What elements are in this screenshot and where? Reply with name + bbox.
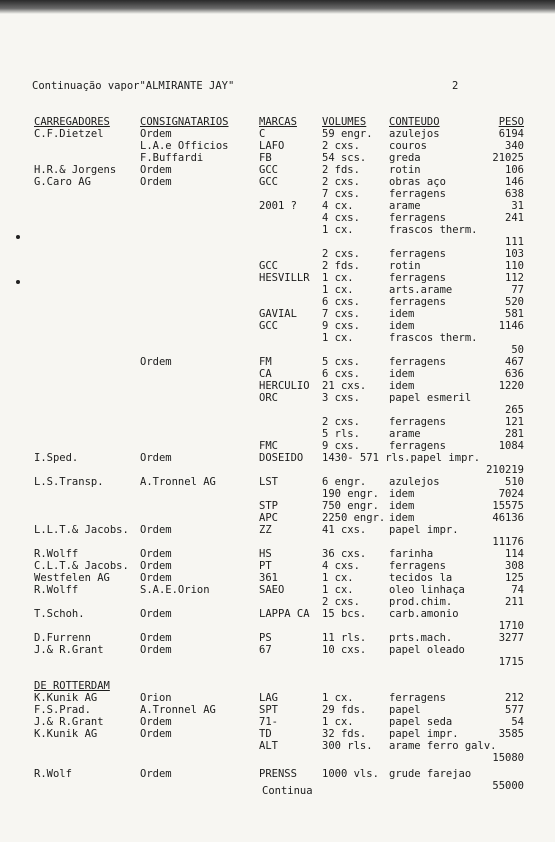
cell-volumes: 6 engr. xyxy=(322,476,367,488)
cell-marks: ORC xyxy=(259,392,278,404)
table-header xyxy=(0,116,555,128)
cell-contents: idem xyxy=(389,380,415,392)
cell-weight: 467 xyxy=(505,356,524,368)
table-row xyxy=(0,380,555,392)
header-contents: CONTEUDO xyxy=(389,116,440,128)
cell-consignee: Ordem xyxy=(140,548,172,560)
cell-volumes: 41 cxs. xyxy=(322,524,367,536)
cell-contents: rotin xyxy=(389,260,421,272)
table-row xyxy=(0,332,555,344)
cell-weight: 520 xyxy=(505,296,524,308)
table-row xyxy=(0,632,555,644)
cell-marks: GCC xyxy=(259,164,278,176)
cell-weight: 21025 xyxy=(492,152,524,164)
cell-contents: ferragens xyxy=(389,188,446,200)
table-row xyxy=(0,368,555,380)
cell-contents: papel impr. xyxy=(389,524,459,536)
cell-consignee: Ordem xyxy=(140,608,172,620)
cell-contents: ferragens xyxy=(389,356,446,368)
table-row xyxy=(0,440,555,452)
cell-marks: LAG xyxy=(259,692,278,704)
table-row xyxy=(0,140,555,152)
cell-weight: 211 xyxy=(505,596,524,608)
cell-volumes: 190 engr. xyxy=(322,488,379,500)
cell-weight: 308 xyxy=(505,560,524,572)
cell-weight: 1710 xyxy=(498,620,524,632)
cell-marks: LST xyxy=(259,476,278,488)
table-row xyxy=(0,404,555,416)
table-row xyxy=(0,560,555,572)
cell-consignee: S.A.E.Orion xyxy=(140,584,210,596)
cell-consignee: Ordem xyxy=(140,128,172,140)
table-row xyxy=(0,308,555,320)
cell-marks: CA xyxy=(259,368,272,380)
cell-marks: GCC xyxy=(259,320,278,332)
table-row xyxy=(0,320,555,332)
cell-contents: greda xyxy=(389,152,421,164)
table-row xyxy=(0,428,555,440)
cell-shipper: J.& R.Grant xyxy=(34,716,104,728)
cell-volumes: 1 cx. xyxy=(322,692,354,704)
cell-weight: 6194 xyxy=(498,128,524,140)
cell-contents: papel oleado xyxy=(389,644,465,656)
cell-marks: PS xyxy=(259,632,272,644)
table-row xyxy=(0,188,555,200)
cell-weight: 281 xyxy=(505,428,524,440)
cell-marks: HS xyxy=(259,548,272,560)
cell-marks: GCC xyxy=(259,176,278,188)
cell-contents: idem xyxy=(389,368,415,380)
cell-consignee: Ordem xyxy=(140,728,172,740)
table-row xyxy=(0,656,555,668)
cell-consignee: Ordem xyxy=(140,632,172,644)
cell-contents: oleo linhaça xyxy=(389,584,465,596)
table-row xyxy=(0,260,555,272)
cell-consignee: Ordem xyxy=(140,452,172,464)
cell-contents: papel seda xyxy=(389,716,453,728)
cell-marks: 67 xyxy=(259,644,272,656)
cell-weight: 54 xyxy=(511,716,524,728)
cell-volumes: 1 cx. xyxy=(322,584,354,596)
cell-weight: 46136 xyxy=(492,512,524,524)
cell-marks: APC xyxy=(259,512,278,524)
table-row xyxy=(0,176,555,188)
header-volumes: VOLUMES xyxy=(322,116,367,128)
cell-contents: azulejos xyxy=(389,476,440,488)
cell-weight: 265 xyxy=(505,404,524,416)
table-row xyxy=(0,768,555,780)
cell-weight: 111 xyxy=(505,236,524,248)
cell-contents: ferragens xyxy=(389,272,446,284)
cell-volumes: 4 cx. xyxy=(322,200,354,212)
cell-consignee: Ordem xyxy=(140,524,172,536)
cell-consignee: Ordem xyxy=(140,768,172,780)
table-row xyxy=(0,248,555,260)
table-row xyxy=(0,620,555,632)
cell-volumes: 2 fds. xyxy=(322,164,360,176)
table-row xyxy=(0,296,555,308)
cell-marks: FMC xyxy=(259,440,278,452)
cell-contents: papel xyxy=(389,704,421,716)
cell-weight: 114 xyxy=(505,548,524,560)
cell-weight: 636 xyxy=(505,368,524,380)
cell-weight: 125 xyxy=(505,572,524,584)
cell-volumes: 5 cxs. xyxy=(322,356,360,368)
cell-shipper: F.S.Prad. xyxy=(34,704,91,716)
table-row xyxy=(0,536,555,548)
cell-contents: rotin xyxy=(389,164,421,176)
table-row xyxy=(0,596,555,608)
table-row xyxy=(0,200,555,212)
cell-volumes: 2 cxs. xyxy=(322,416,360,428)
cell-volumes: 1 cx. xyxy=(322,224,354,236)
cell-marks: ALT xyxy=(259,740,278,752)
cell-consignee: A.Tronnel AG xyxy=(140,476,216,488)
cell-contents: grude farejao xyxy=(389,768,472,780)
cell-marks: TD xyxy=(259,728,272,740)
cell-volumes: 36 cxs. xyxy=(322,548,367,560)
cell-contents: prod.chim. xyxy=(389,596,453,608)
cell-contents: idem xyxy=(389,308,415,320)
cell-volumes: 11 rls. xyxy=(322,632,367,644)
cell-weight: 340 xyxy=(505,140,524,152)
cell-marks: ZZ xyxy=(259,524,272,536)
cell-contents: arame ferro galv. xyxy=(389,740,497,752)
cell-shipper: C.L.T.& Jacobs. xyxy=(34,560,129,572)
cell-consignee: Ordem xyxy=(140,572,172,584)
table-row xyxy=(0,344,555,356)
cell-marks: GCC xyxy=(259,260,278,272)
cell-volumes: 5 rls. xyxy=(322,428,360,440)
table-row xyxy=(0,740,555,752)
cell-contents: couros xyxy=(389,140,427,152)
cell-weight: 210219 xyxy=(486,464,524,476)
table-row xyxy=(0,272,555,284)
table-row xyxy=(0,548,555,560)
cell-contents: frascos therm. xyxy=(389,224,478,236)
cell-weight: 77 xyxy=(511,284,524,296)
cell-weight: 1220 xyxy=(498,380,524,392)
cell-volumes: 4 cxs. xyxy=(322,212,360,224)
cell-volumes: 2 cxs. xyxy=(322,140,360,152)
cell-marks: DOSEIDO xyxy=(259,452,304,464)
cell-marks: SAEO xyxy=(259,584,285,596)
table-row xyxy=(0,128,555,140)
cell-shipper: DE ROTTERDAM xyxy=(34,680,110,692)
cell-volumes: 59 engr. xyxy=(322,128,373,140)
cell-volumes: 2 cxs. xyxy=(322,596,360,608)
cell-consignee: F.Buffardi xyxy=(140,152,204,164)
table-row xyxy=(0,464,555,476)
cell-volumes: 1000 vls. xyxy=(322,768,379,780)
cell-weight: 110 xyxy=(505,260,524,272)
cell-weight: 212 xyxy=(505,692,524,704)
cell-shipper: C.F.Dietzel xyxy=(34,128,104,140)
cell-consignee: Ordem xyxy=(140,716,172,728)
table-row xyxy=(0,524,555,536)
page-top-edge xyxy=(0,0,555,14)
table-row xyxy=(0,152,555,164)
table-row xyxy=(0,488,555,500)
cell-contents: papel impr. xyxy=(389,728,459,740)
header-weight: PESO xyxy=(498,116,524,128)
cell-contents: papel esmeril xyxy=(389,392,472,404)
cell-volumes: 1430- 571 rls.papel impr. xyxy=(322,452,481,464)
table-row xyxy=(0,584,555,596)
cell-contents: ferragens xyxy=(389,440,446,452)
cell-marks: HESVILLR xyxy=(259,272,310,284)
cell-weight: 55000 xyxy=(492,780,524,792)
cell-contents: ferragens xyxy=(389,296,446,308)
cell-shipper: D.Furrenn xyxy=(34,632,91,644)
cell-shipper: R.Wolff xyxy=(34,584,79,596)
cell-marks: 2001 ? xyxy=(259,200,297,212)
cell-consignee: Ordem xyxy=(140,560,172,572)
cell-weight: 11176 xyxy=(492,536,524,548)
cell-volumes: 2 fds. xyxy=(322,260,360,272)
table-row xyxy=(0,608,555,620)
table-row xyxy=(0,500,555,512)
cell-weight: 15080 xyxy=(492,752,524,764)
cell-shipper: Westfelen AG xyxy=(34,572,110,584)
cell-shipper: R.Wolff xyxy=(34,548,79,560)
cell-consignee: Ordem xyxy=(140,176,172,188)
cell-marks: STP xyxy=(259,500,278,512)
table-row xyxy=(0,680,555,692)
cell-shipper: L.S.Transp. xyxy=(34,476,104,488)
cell-consignee: Ordem xyxy=(140,644,172,656)
cell-volumes: 32 fds. xyxy=(322,728,367,740)
cell-volumes: 10 cxs. xyxy=(322,644,367,656)
table-row xyxy=(0,392,555,404)
cell-volumes: 1 cx. xyxy=(322,272,354,284)
cell-marks: 361 xyxy=(259,572,278,584)
cell-marks: HERCULIO xyxy=(259,380,310,392)
cell-contents: ferragens xyxy=(389,692,446,704)
table-row xyxy=(0,572,555,584)
table-row xyxy=(0,164,555,176)
cell-contents: idem xyxy=(389,512,415,524)
cell-volumes: 2 cxs. xyxy=(322,176,360,188)
table-row xyxy=(0,476,555,488)
cell-shipper: T.Schoh. xyxy=(34,608,85,620)
cell-contents: idem xyxy=(389,488,415,500)
cell-contents: ferragens xyxy=(389,416,446,428)
cell-weight: 50 xyxy=(511,344,524,356)
cell-weight: 1084 xyxy=(498,440,524,452)
cell-marks: SPT xyxy=(259,704,278,716)
table-row xyxy=(0,416,555,428)
cell-shipper: H.R.& Jorgens xyxy=(34,164,117,176)
cell-weight: 1715 xyxy=(498,656,524,668)
cell-volumes: 6 cxs. xyxy=(322,368,360,380)
header-marks: MARCAS xyxy=(259,116,297,128)
table-row xyxy=(0,692,555,704)
cell-shipper: G.Caro AG xyxy=(34,176,91,188)
cell-consignee: Ordem xyxy=(140,164,172,176)
cell-volumes: 750 engr. xyxy=(322,500,379,512)
table-row xyxy=(0,512,555,524)
cell-volumes: 2250 engr. xyxy=(322,512,386,524)
cell-volumes: 3 cxs. xyxy=(322,392,360,404)
cell-contents: carb.amonio xyxy=(389,608,459,620)
cell-marks: LAFO xyxy=(259,140,285,152)
cell-volumes: 7 cxs. xyxy=(322,308,360,320)
cell-marks: LAPPA CA xyxy=(259,608,310,620)
table-row xyxy=(0,452,555,464)
table-row xyxy=(0,224,555,236)
header-shipper: CARREGADORES xyxy=(34,116,110,128)
cell-contents: azulejos xyxy=(389,128,440,140)
cell-weight: 103 xyxy=(505,248,524,260)
cell-contents: arts.arame xyxy=(389,284,453,296)
cell-contents: farinha xyxy=(389,548,434,560)
cell-volumes: 4 cxs. xyxy=(322,560,360,572)
cell-marks: FM xyxy=(259,356,272,368)
cell-marks: GAVIAL xyxy=(259,308,297,320)
cell-contents: idem xyxy=(389,320,415,332)
cell-volumes: 29 fds. xyxy=(322,704,367,716)
cell-consignee: Ordem xyxy=(140,356,172,368)
continued-note: Continua xyxy=(262,785,313,797)
cell-shipper: R.Wolf xyxy=(34,768,72,780)
cell-contents: ferragens xyxy=(389,212,446,224)
cell-volumes: 9 cxs. xyxy=(322,320,360,332)
table-row xyxy=(0,236,555,248)
header-consignee: CONSIGNATARIOS xyxy=(140,116,229,128)
cell-weight: 510 xyxy=(505,476,524,488)
cell-volumes: 15 bcs. xyxy=(322,608,367,620)
cell-volumes: 9 cxs. xyxy=(322,440,360,452)
cell-contents: idem xyxy=(389,500,415,512)
cell-contents: obras aço xyxy=(389,176,446,188)
cell-weight: 146 xyxy=(505,176,524,188)
cell-marks: PRENSS xyxy=(259,768,297,780)
cell-volumes: 1 cx. xyxy=(322,332,354,344)
cell-volumes: 1 cx. xyxy=(322,572,354,584)
cell-weight: 7024 xyxy=(498,488,524,500)
cell-marks: FB xyxy=(259,152,272,164)
cell-contents: arame xyxy=(389,200,421,212)
cell-volumes: 7 cxs. xyxy=(322,188,360,200)
cell-volumes: 21 cxs. xyxy=(322,380,367,392)
cell-marks: 71- xyxy=(259,716,278,728)
cell-weight: 581 xyxy=(505,308,524,320)
cell-weight: 3277 xyxy=(498,632,524,644)
table-row xyxy=(0,752,555,764)
cell-shipper: J.& R.Grant xyxy=(34,644,104,656)
cell-weight: 15575 xyxy=(492,500,524,512)
cell-weight: 112 xyxy=(505,272,524,284)
cell-weight: 638 xyxy=(505,188,524,200)
cell-weight: 106 xyxy=(505,164,524,176)
cell-weight: 241 xyxy=(505,212,524,224)
cell-volumes: 1 cx. xyxy=(322,716,354,728)
cell-marks: PT xyxy=(259,560,272,572)
cell-contents: ferragens xyxy=(389,560,446,572)
cell-weight: 3585 xyxy=(498,728,524,740)
cell-weight: 74 xyxy=(511,584,524,596)
table-row xyxy=(0,356,555,368)
page-number: 2 xyxy=(452,80,459,92)
cell-contents: tecidos la xyxy=(389,572,453,584)
table-row xyxy=(0,284,555,296)
table-row xyxy=(0,704,555,716)
cell-consignee: A.Tronnel AG xyxy=(140,704,216,716)
cell-volumes: 300 rls. xyxy=(322,740,373,752)
cell-volumes: 6 cxs. xyxy=(322,296,360,308)
document-title: Continuação vapor"ALMIRANTE JAY" xyxy=(32,80,235,92)
cell-weight: 577 xyxy=(505,704,524,716)
table-row xyxy=(0,644,555,656)
cell-contents: ferragens xyxy=(389,248,446,260)
cell-volumes: 1 cx. xyxy=(322,284,354,296)
cell-marks: C xyxy=(259,128,266,140)
table-row xyxy=(0,212,555,224)
cell-consignee: Orion xyxy=(140,692,172,704)
cell-weight: 31 xyxy=(511,200,524,212)
cell-contents: arame xyxy=(389,428,421,440)
cell-shipper: K.Kunik AG xyxy=(34,728,98,740)
cell-weight: 121 xyxy=(505,416,524,428)
cell-shipper: K.Kunik AG xyxy=(34,692,98,704)
cell-shipper: I.Sped. xyxy=(34,452,79,464)
cell-weight: 1146 xyxy=(498,320,524,332)
cell-volumes: 54 scs. xyxy=(322,152,367,164)
cell-volumes: 2 cxs. xyxy=(322,248,360,260)
cell-contents: frascos therm. xyxy=(389,332,478,344)
cell-consignee: L.A.e Officios xyxy=(140,140,229,152)
cell-shipper: L.L.T.& Jacobs. xyxy=(34,524,129,536)
table-row xyxy=(0,716,555,728)
cell-contents: prts.mach. xyxy=(389,632,453,644)
table-row xyxy=(0,728,555,740)
